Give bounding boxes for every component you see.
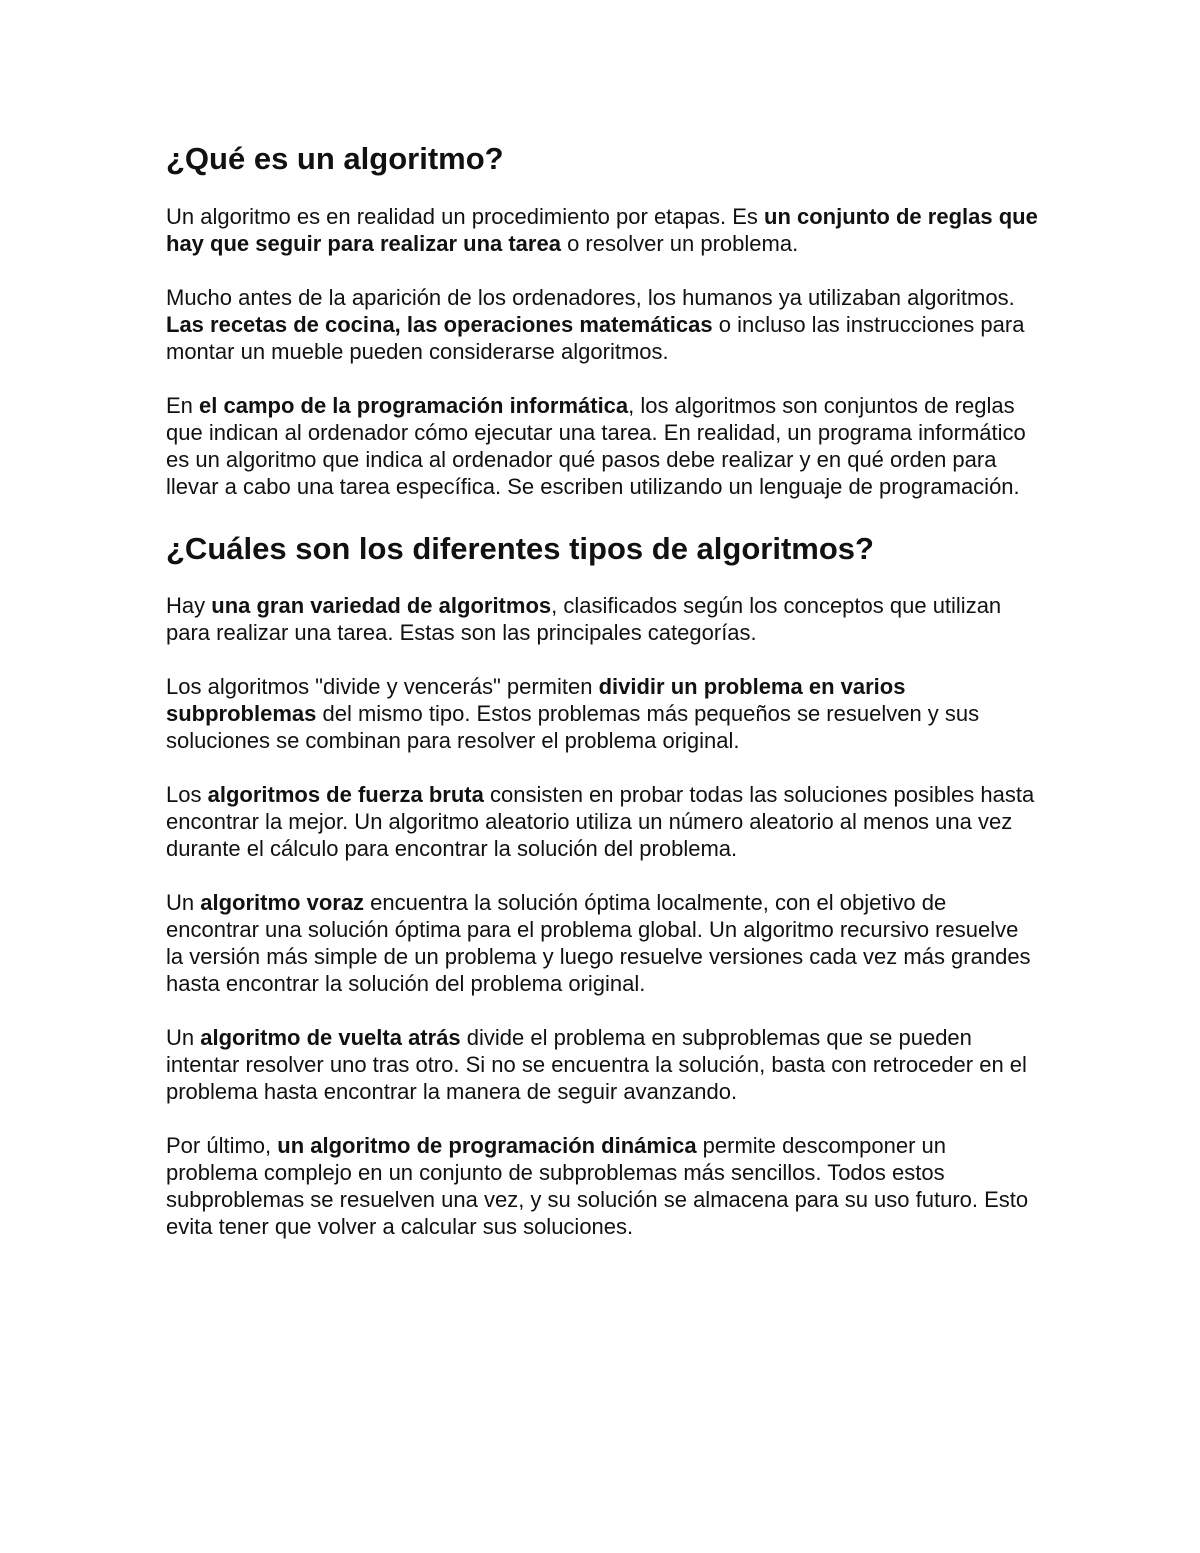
paragraph-text: o incluso las instrucciones para montar un mueble pueden considerarse algoritmos. [166,312,1025,364]
paragraph-bold-text: una gran variedad de algoritmos [211,593,552,618]
paragraph-bold-text: Las recetas de cocina, las operaciones matemáticas [166,312,713,337]
paragraph-divide-and-conquer [166,673,1041,754]
paragraph-text: Un [166,1025,201,1050]
paragraph-text: , los algoritmos son conjuntos de reglas que indican al ordenador cómo ejecutar una tarea. En realidad, un programa informático es un algoritmo que indica al ordenador qué pasos debe realizar y en qué orden para llevar a cabo una tarea específica. Se escriben utilizando un lenguaje de programación. [166,393,1026,499]
paragraph-definition [166,203,1041,257]
paragraph-text: Los algoritmos "divide y vencerás" permiten [166,674,599,699]
paragraph-text: o resolver un problema. [560,231,799,256]
paragraph-text: Hay [166,593,212,618]
paragraph-history [166,284,1041,365]
paragraph-greedy [166,889,1041,997]
paragraph-text: encuentra la solución óptima localmente, con el objetivo de encontrar una solución óptima para el problema global. Un algoritmo recursivo resuelve la versión más simple de un problema y luego resuelve versiones cada vez más grandes hasta encontrar la solución del problema original. [166,890,1031,996]
paragraph-text: En [166,393,200,418]
paragraph-backtracking [166,1024,1041,1105]
paragraph-text: , clasificados según los conceptos que utilizan para realizar una tarea. Estas son las principales categorías. [166,593,1002,645]
paragraph-text: Un [166,890,201,915]
paragraph-text: permite descomponer un problema complejo en un conjunto de subproblemas más sencillos. Todos estos subproblemas se resuelven una vez, y su solución se almacena para su uso futuro. Esto evita tener que volver a calcular sus soluciones. [166,1133,1029,1239]
paragraph-text: del mismo tipo. Estos problemas más pequeños se resuelven y sus soluciones se combinan para resolver el problema original. [166,701,980,753]
paragraph-bold-text: dividir un problema en varios subproblemas [166,674,906,726]
paragraph-bold-text: el campo de la programación informática [199,393,629,418]
document-body [166,139,1041,1240]
paragraph-text: Mucho antes de la aparición de los ordenadores, los humanos ya utilizaban algoritmos. [166,285,1015,310]
heading-algorithm-types: ¿Cuáles son los diferentes tipos de algoritmos? [166,531,874,566]
paragraph-bold-text: un algoritmo de programación dinámica [277,1133,697,1158]
paragraph-bold-text: algoritmo voraz [200,890,365,915]
paragraph-bold-text: algoritmos de fuerza bruta [207,782,484,807]
paragraph-brute-force [166,781,1041,862]
paragraph-bold-text: algoritmo de vuelta atrás [200,1025,461,1050]
paragraph-dynamic-programming [166,1132,1041,1240]
paragraph-text: Los [166,782,208,807]
heading-what-is-algorithm: ¿Qué es un algoritmo? [166,141,504,176]
paragraph-text: Por último, [166,1133,278,1158]
paragraph-bold-text: un conjunto de reglas que hay que seguir para realizar una tarea [166,204,1038,256]
paragraph-text: Un algoritmo es en realidad un procedimiento por etapas. Es [166,204,765,229]
paragraph-programming [166,392,1041,500]
paragraph-text: consisten en probar todas las soluciones posibles hasta encontrar la mejor. Un algoritmo aleatorio utiliza un número aleatorio al menos una vez durante el cálculo para encontrar la solución del problema. [166,782,1035,861]
paragraph-text: divide el problema en subproblemas que se pueden intentar resolver uno tras otro. Si no se encuentra la solución, basta con retroceder en el problema hasta encontrar la manera de seguir avanzando. [166,1025,1027,1104]
paragraph-variety [166,592,1041,646]
